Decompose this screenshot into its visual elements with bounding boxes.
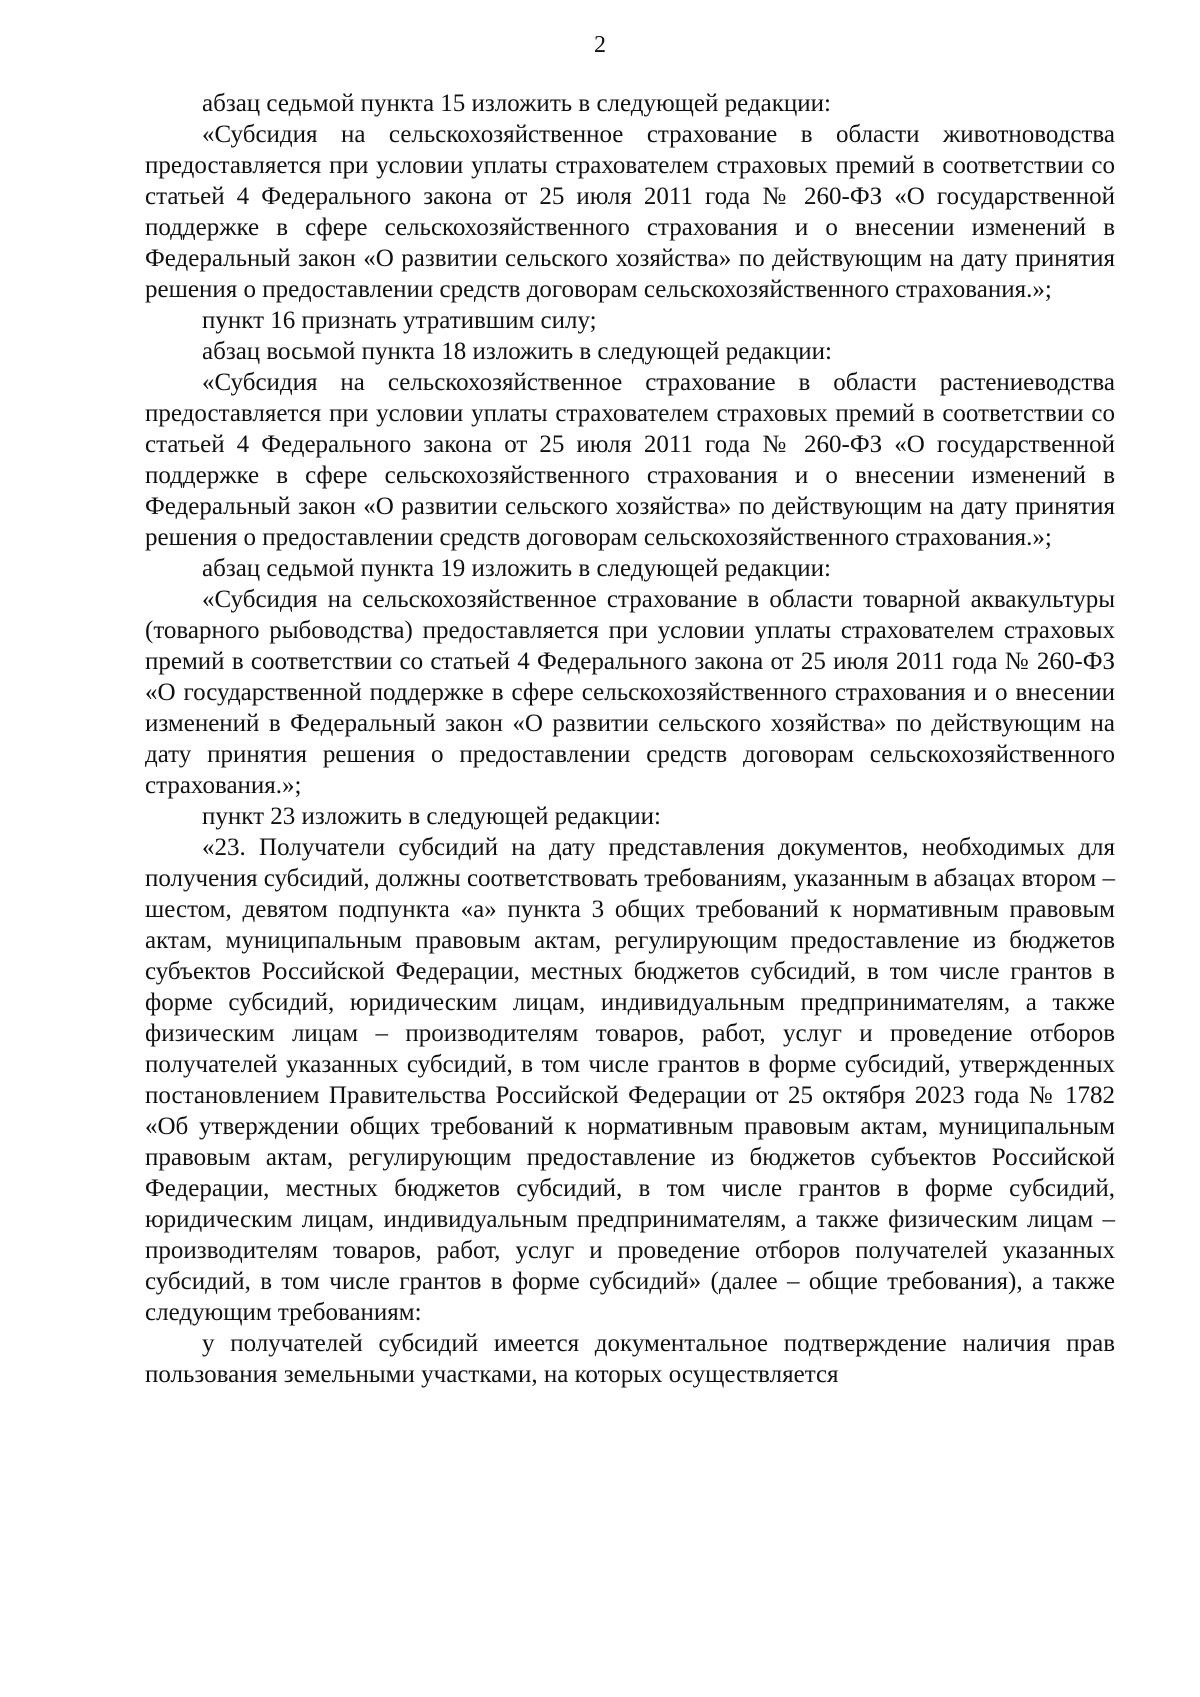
- paragraph-land-rights: у получателей субсидий имеется документальное подтверждение наличия прав пользования земельными участками, на которых осуществляется: [145, 1330, 1115, 1388]
- paragraph-amend-p15: абзац седьмой пункта 15 изложить в следующей редакции:: [202, 90, 831, 117]
- paragraph-repeal-p16: пункт 16 признать утратившим силу;: [202, 307, 597, 334]
- document-body: [145, 88, 1115, 1390]
- paragraph-amend-p23: пункт 23 изложить в следующей редакции:: [202, 803, 661, 830]
- paragraph-amend-p18: абзац восьмой пункта 18 изложить в следующей редакции:: [202, 338, 832, 365]
- paragraph-amend-p19: абзац седьмой пункта 19 изложить в следующей редакции:: [202, 555, 831, 582]
- paragraph-crop-subsidy: «Субсидия на сельскохозяйственное страхование в области растениеводства предоставляется при условии уплаты страхователем страховых премий в соответствии со статьей 4 Федерального закона от 25 июля 2011 года № 260-ФЗ «О государственной поддержке в сфере сельскохозяйственного страхования и о внесении изменений в Федеральный закон «О развитии сельского хозяйства» по действующим на дату принятия решения о предоставлении средств договорам сельскохозяйственного страхования.»;: [145, 369, 1115, 551]
- paragraph-aquaculture-subsidy: «Субсидия на сельскохозяйственное страхование в области товарной аквакультуры (товарного рыбоводства) предоставляется при условии уплаты страхователем страховых премий в соответствии со статьей 4 Федерального закона от 25 июля 2011 года № 260-ФЗ «О государственной поддержке в сфере сельскохозяйственного страхования и о внесении изменений в Федеральный закон «О развитии сельского хозяйства» по действующим на дату принятия решения о предоставлении средств договорам сельскохозяйственного страхования.»;: [145, 586, 1115, 799]
- paragraph-recipients-requirements: «23. Получатели субсидий на дату представления документов, необходимых для получения субсидий, должны соответствовать требованиям, указанным в абзацах втором – шестом, девятом подпункта «а» пункта 3 общих требований к нормативным правовым актам, муниципальным правовым актам, регулирующим предоставление из бюджетов субъектов Российской Федерации, местных бюджетов субсидий, в том числе грантов в форме субсидий, юридическим лицам, индивидуальным предпринимателям, а также физическим лицам – производителям товаров, работ, услуг и проведение отборов получателей указанных субсидий, в том числе грантов в форме субсидий, утвержденных постановлением Правительства Российской Федерации от 25 октября 2023 года № 1782 «Об утверждении общих требований к нормативным правовым актам, муниципальным правовым актам, регулирующим предоставление из бюджетов субъектов Российской Федерации, местных бюджетов субсидий, в том числе грантов в форме субсидий, юридическим лицам, индивидуальным предпринимателям, а также физическим лицам – производителям товаров, работ, услуг и проведение отборов получателей указанных субсидий, в том числе грантов в форме субсидий» (далее – общие требования), а также следующим требованиям:: [145, 834, 1115, 1326]
- page-number: 2: [594, 32, 606, 58]
- paragraph-livestock-subsidy: «Субсидия на сельскохозяйственное страхование в области животноводства предоставляется при условии уплаты страхователем страховых премий в соответствии со статьей 4 Федерального закона от 25 июля 2011 года № 260-ФЗ «О государственной поддержке в сфере сельскохозяйственного страхования и о внесении изменений в Федеральный закон «О развитии сельского хозяйства» по действующим на дату принятия решения о предоставлении средств договорам сельскохозяйственного страхования.»;: [145, 121, 1115, 303]
